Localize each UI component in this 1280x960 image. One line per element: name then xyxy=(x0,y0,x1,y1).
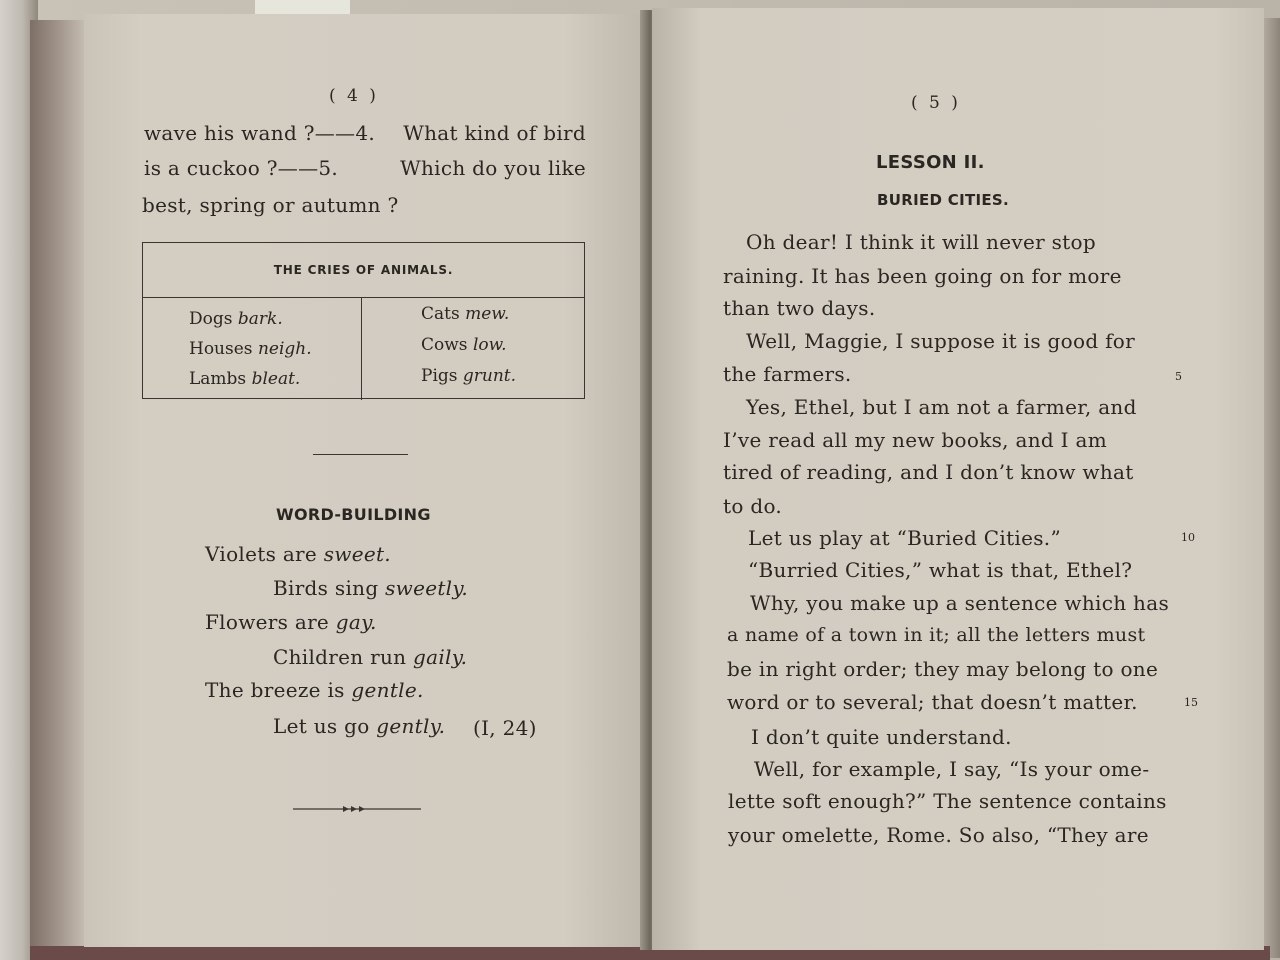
paper-tab xyxy=(255,0,350,14)
table-divider xyxy=(361,297,362,400)
text-line: a name of a town in it; all the letters must xyxy=(727,624,1146,646)
text-line: be in right order; they may belong to one xyxy=(727,657,1159,681)
line-number: 15 xyxy=(1184,696,1198,709)
text-line: Let us play at “Buried Cities.” xyxy=(748,526,1061,550)
line-number: 5 xyxy=(1175,370,1182,383)
text-line: I’ve read all my new books, and I am xyxy=(723,428,1108,452)
text-line: lette soft enough?” The sentence contains xyxy=(728,789,1167,813)
text-line: Why, you make up a sentence which has xyxy=(750,591,1170,615)
lesson-subtitle: BURIED CITIES. xyxy=(877,191,1010,209)
text-line: tired of reading, and I don’t know what xyxy=(723,460,1134,484)
word-building-line: Children run gaily. xyxy=(273,645,468,669)
text-line: best, spring or autumn ? xyxy=(142,193,399,217)
text-line: Well, for example, I say, “Is your ome- xyxy=(754,757,1150,781)
text-line: Oh dear! I think it will never stop xyxy=(746,230,1096,254)
table-cell: Houses neigh. xyxy=(189,339,312,359)
table-cell: Cows low. xyxy=(421,335,507,355)
text-line: Well, Maggie, I suppose it is good for xyxy=(746,329,1135,353)
line-number: 10 xyxy=(1181,531,1195,544)
text-line: I don’t quite understand. xyxy=(751,725,1012,749)
book-board-right xyxy=(1262,18,1280,958)
text-line: your omelette, Rome. So also, “They are xyxy=(728,823,1149,847)
text-line: raining. It has been going on for more xyxy=(723,264,1122,288)
table-cell: Dogs bark. xyxy=(189,309,283,329)
cries-table-heading: THE CRIES OF ANIMALS. xyxy=(143,243,584,298)
text-line: to do. xyxy=(723,494,783,518)
citation: (I, 24) xyxy=(473,716,537,740)
text-line: Yes, Ethel, but I am not a farmer, and xyxy=(746,395,1137,419)
text-line: is a cuckoo ?——5. Which do you like xyxy=(144,156,586,180)
lesson-title: LESSON II. xyxy=(876,152,985,173)
table-cell: Pigs grunt. xyxy=(421,366,517,386)
word-building-line: Let us go gently. xyxy=(273,714,446,738)
text-line: word or to several; that doesn’t matter. xyxy=(727,690,1138,714)
word-building-line: The breeze is gentle. xyxy=(205,678,424,702)
word-building-line: Violets are sweet. xyxy=(205,542,391,566)
section-rule xyxy=(313,454,408,455)
text-line: than two days. xyxy=(723,296,876,320)
table-cell: Lambs bleat. xyxy=(189,369,301,389)
text-line: “Burried Cities,” what is that, Ethel? xyxy=(748,558,1133,582)
word-building-heading: WORD-BUILDING xyxy=(276,505,431,524)
book-board-left xyxy=(30,20,88,955)
cries-table xyxy=(142,242,585,399)
text-line: wave his wand ?——4. What kind of bird xyxy=(144,121,586,145)
word-building-line: Flowers are gay. xyxy=(205,610,377,634)
table-cell: Cats mew. xyxy=(421,304,510,324)
ornament-rule xyxy=(293,803,421,815)
text-line: the farmers. xyxy=(723,362,852,386)
left-page-number: ( 4 ) xyxy=(329,86,379,106)
word-building-line: Birds sing sweetly. xyxy=(273,576,468,600)
right-page-number: ( 5 ) xyxy=(911,93,961,113)
